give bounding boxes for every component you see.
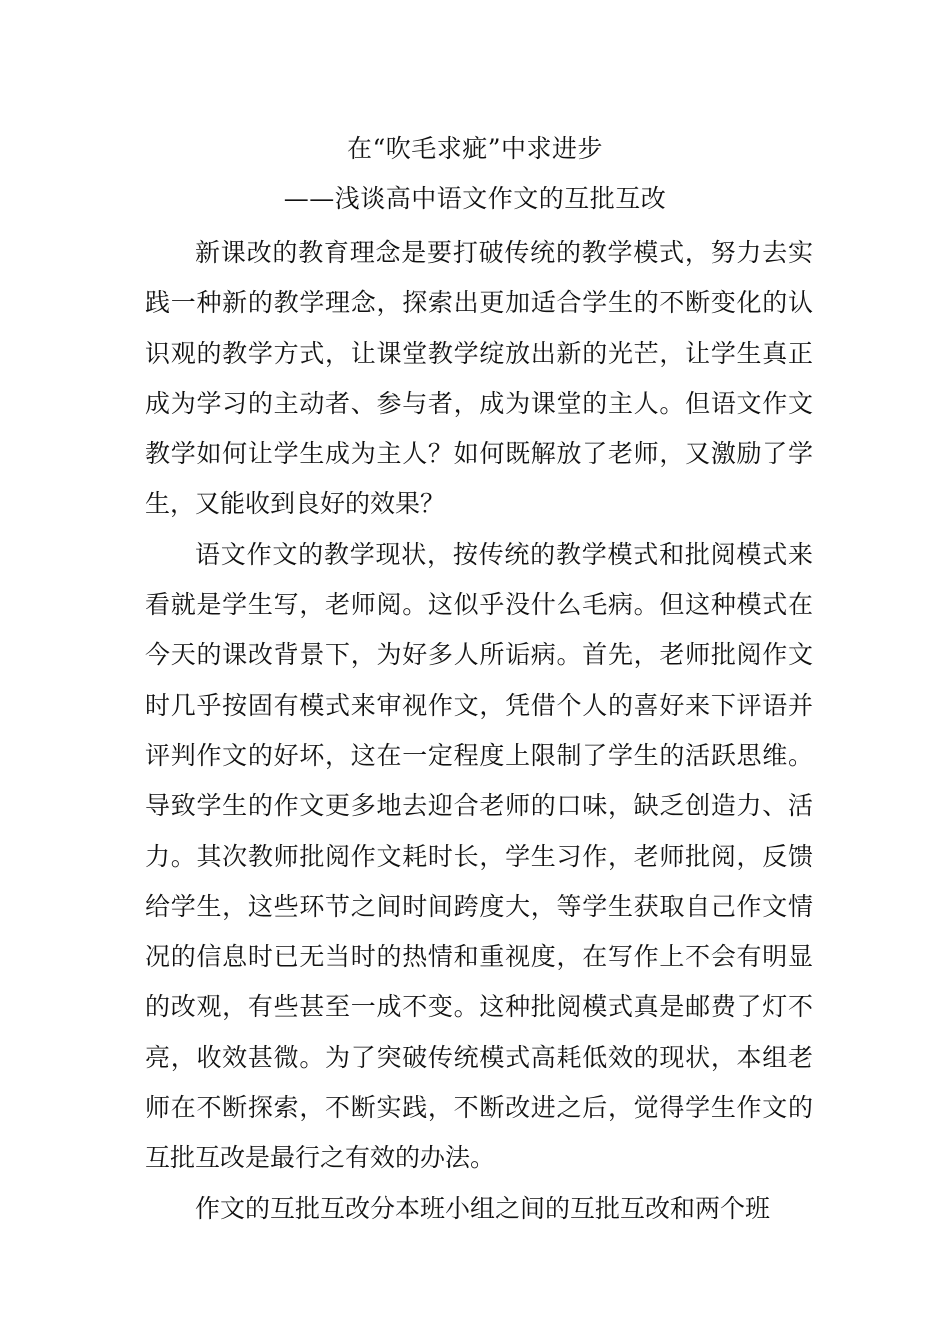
paragraph-1: 新课改的教育理念是要打破传统的教学模式，努力去实践一种新的教学理念，探索出更加适合学生的不断变化的认识观的教学方式，让课堂教学绽放出新的光芒，让学生真正成为学习的主动者、参与者，成为课堂的主人。但语文作文教学如何让学生成为主人？如何既解放了老师，又激励了学生，又能收到良好的效果？ bbox=[145, 238, 813, 519]
paragraph-2: 语文作文的教学现状，按传统的教学模式和批阅模式来看就是学生写，老师阅。这似乎没什么毛病。但这种模式在今天的课改背景下，为好多人所诟病。首先，老师批阅作文时几乎按固有模式来审视作文，凭借个人的喜好来下评语并评判作文的好坏，这在一定程度上限制了学生的活跃思维。导致学生的作文更多地去迎合老师的口味，缺乏创造力、活力。其次教师批阅作文耗时长，学生习作，老师批阅，反馈给学生，这些环节之间时间跨度大，等学生获取自己作文情况的信息时已无当时的热情和重视度，在写作上不会有明显的改观，有些甚至一成不变。这种批阅模式真是邮费了灯不亮，收效甚微。为了突破传统模式高耗低效的现状，本组老师在不断探索，不断实践，不断改进之后，觉得学生作文的互批互改是最行之有效的办法。 bbox=[145, 539, 813, 1173]
paragraph-3: 作文的互批互改分本班小组之间的互批互改和两个班 bbox=[195, 1193, 771, 1223]
document-body bbox=[145, 228, 813, 1234]
document-title: 在“吹毛求疵”中求进步 bbox=[346, 134, 604, 163]
document-subtitle: ——浅谈高中语文作文的互批互改 bbox=[283, 184, 667, 213]
